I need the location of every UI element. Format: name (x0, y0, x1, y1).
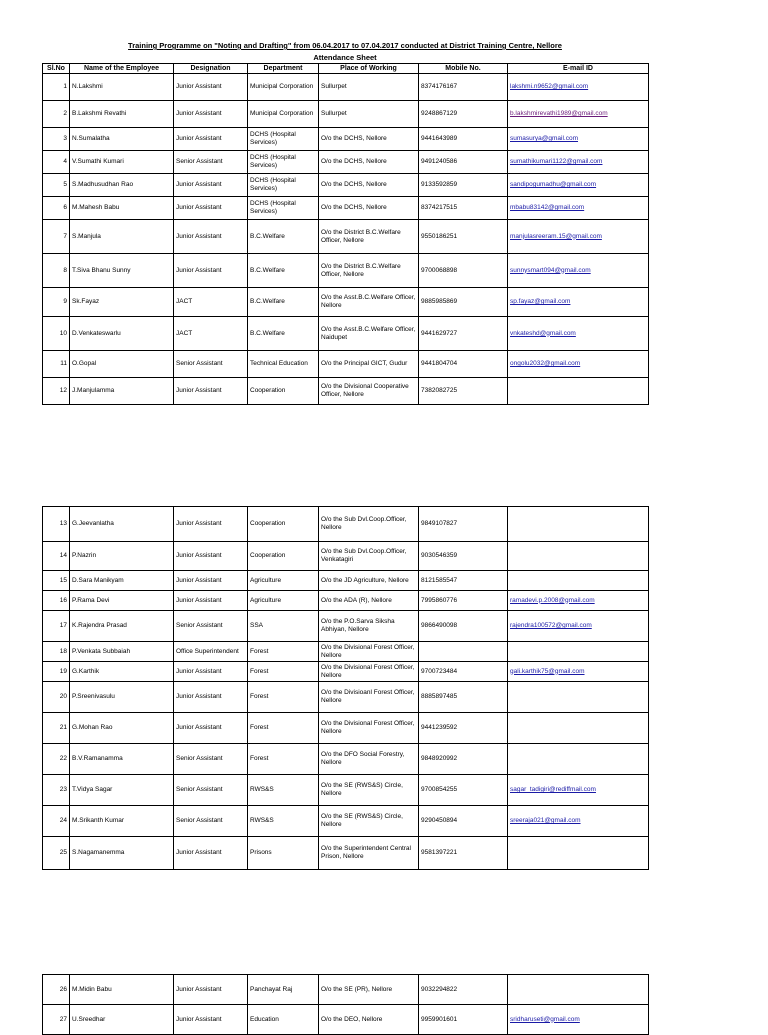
cell-mobile: 7382082725 (419, 378, 508, 405)
cell-slno: 25 (43, 837, 70, 870)
cell-place: Sullurpet (319, 101, 419, 128)
cell-department: Agriculture (248, 571, 319, 591)
cell-place: O/o the DFO Social Forestry, Nellore (319, 744, 419, 775)
header-row (43, 64, 649, 74)
cell-name: V.Sumathi Kumari (70, 151, 174, 174)
cell-email (508, 507, 649, 542)
cell-designation: Junior Assistant (174, 975, 248, 1005)
cell-place: O/o the Sub Dvl.Coop.Officer, Nellore (319, 507, 419, 542)
table-row (43, 682, 649, 713)
cell-name: N.Lakshmi (70, 74, 174, 101)
cell-name: M.Mahesh Babu (70, 197, 174, 220)
cell-department: Panchayat Raj (248, 975, 319, 1005)
cell-department: Cooperation (248, 378, 319, 405)
cell-slno: 17 (43, 611, 70, 642)
cell-department: Municipal Corporation (248, 74, 319, 101)
cell-mobile: 9290450894 (419, 806, 508, 837)
col-header-mobile: Mobile No. (419, 64, 508, 74)
cell-slno: 26 (43, 975, 70, 1005)
cell-designation: Junior Assistant (174, 378, 248, 405)
cell-email[interactable]: rajendra100572@gmail.com (508, 611, 649, 642)
cell-designation: Junior Assistant (174, 837, 248, 870)
cell-slno: 8 (43, 254, 70, 288)
cell-email[interactable]: manjulasreeram.15@gmail.com (508, 220, 649, 254)
cell-designation: JACT (174, 317, 248, 351)
table-row (43, 775, 649, 806)
cell-name: G.Mohan Rao (70, 713, 174, 744)
cell-designation: Senior Assistant (174, 744, 248, 775)
col-header-email: E-mail ID (508, 64, 649, 74)
cell-department: B.C.Welfare (248, 317, 319, 351)
table-row (43, 662, 649, 682)
table-row (43, 713, 649, 744)
cell-designation: Junior Assistant (174, 220, 248, 254)
cell-name: O.Gopal (70, 351, 174, 378)
cell-email[interactable]: lakshmi.n9652@gmail.com (508, 74, 649, 101)
cell-mobile: 8121585547 (419, 571, 508, 591)
cell-email[interactable]: gali.karthik75@gmail.com (508, 662, 649, 682)
cell-slno: 11 (43, 351, 70, 378)
table-row (43, 220, 649, 254)
cell-slno: 7 (43, 220, 70, 254)
col-header-designation: Designation (174, 64, 248, 74)
cell-slno: 24 (43, 806, 70, 837)
cell-department: B.C.Welfare (248, 254, 319, 288)
table-row (43, 975, 649, 1005)
cell-name: T.Vidya Sagar (70, 775, 174, 806)
cell-department: Technical Education (248, 351, 319, 378)
cell-place: O/o the Divisional Forest Officer, Nellore (319, 662, 419, 682)
table-row (43, 542, 649, 571)
cell-slno: 4 (43, 151, 70, 174)
cell-name: S.Madhusudhan Rao (70, 174, 174, 197)
cell-email[interactable]: b.lakshmirevathi1989@gmail.com (508, 101, 649, 128)
cell-place: O/o the JD Agriculture, Nellore (319, 571, 419, 591)
cell-mobile: 9550186251 (419, 220, 508, 254)
cell-slno: 1 (43, 74, 70, 101)
cell-email[interactable]: sandipogumadhu@gmail.com (508, 174, 649, 197)
cell-place: O/o the Sub Dvl.Coop.Officer, Venkatagiri (319, 542, 419, 571)
cell-slno: 16 (43, 591, 70, 611)
cell-designation: Senior Assistant (174, 806, 248, 837)
cell-email[interactable]: mbabu83142@gmail.com (508, 197, 649, 220)
table-row (43, 101, 649, 128)
cell-place: O/o the DCHS, Nellore (319, 128, 419, 151)
cell-place: O/o the SE (RWS&S) Circle, Nellore (319, 775, 419, 806)
cell-place: Sullurpet (319, 74, 419, 101)
table-row (43, 378, 649, 405)
cell-department: Prisons (248, 837, 319, 870)
col-header-slno: Sl.No (43, 64, 70, 74)
cell-place: O/o the P.O.Sarva Siksha Abhiyan, Nellore (319, 611, 419, 642)
table-row (43, 1005, 649, 1035)
cell-email[interactable]: sreeraja021@gmail.com (508, 806, 649, 837)
cell-mobile: 9441629727 (419, 317, 508, 351)
cell-place: O/o the District B.C.Welfare Officer, Nellore (319, 254, 419, 288)
cell-place: O/o the DCHS, Nellore (319, 197, 419, 220)
cell-place: O/o the Divisional Forest Officer, Nellore (319, 713, 419, 744)
cell-department: DCHS (Hospital Services) (248, 128, 319, 151)
col-header-place: Place of Working (319, 64, 419, 74)
table-row (43, 351, 649, 378)
cell-mobile: 9133592859 (419, 174, 508, 197)
cell-department: B.C.Welfare (248, 220, 319, 254)
cell-mobile: 9581397221 (419, 837, 508, 870)
attendance-table-1 (42, 63, 649, 405)
cell-slno: 13 (43, 507, 70, 542)
cell-place: O/o the Superintendent Central Prison, Nellore (319, 837, 419, 870)
table-row (43, 571, 649, 591)
cell-place: O/o the ADA (R), Nellore (319, 591, 419, 611)
cell-designation: Office Superintendent (174, 642, 248, 662)
cell-place: O/o the Asst.B.C.Welfare Officer, Nellore (319, 288, 419, 317)
cell-name: M.Srikanth Kumar (70, 806, 174, 837)
table-row (43, 806, 649, 837)
cell-designation: Junior Assistant (174, 174, 248, 197)
cell-name: S.Nagamanemma (70, 837, 174, 870)
cell-slno: 21 (43, 713, 70, 744)
table-row (43, 254, 649, 288)
cell-email (508, 837, 649, 870)
table-row (43, 507, 649, 542)
table-row (43, 128, 649, 151)
cell-designation: Junior Assistant (174, 101, 248, 128)
table-row (43, 611, 649, 642)
cell-designation: Junior Assistant (174, 571, 248, 591)
cell-name: K.Rajendra Prasad (70, 611, 174, 642)
cell-department: Agriculture (248, 591, 319, 611)
cell-department: Cooperation (248, 507, 319, 542)
cell-mobile: 9885985869 (419, 288, 508, 317)
cell-slno: 18 (43, 642, 70, 662)
cell-email[interactable]: sumasurya@gmail.com (508, 128, 649, 151)
cell-department: Cooperation (248, 542, 319, 571)
cell-slno: 19 (43, 662, 70, 682)
cell-slno: 3 (43, 128, 70, 151)
table-row (43, 744, 649, 775)
cell-mobile: 9848920992 (419, 744, 508, 775)
cell-name: J.Manjulamma (70, 378, 174, 405)
table-row (43, 288, 649, 317)
cell-mobile: 9849107827 (419, 507, 508, 542)
cell-name: G.Jeevanlatha (70, 507, 174, 542)
cell-place: O/o the District B.C.Welfare Officer, Nellore (319, 220, 419, 254)
cell-email[interactable]: vnkateshd@gmail.com (508, 317, 649, 351)
cell-department: SSA (248, 611, 319, 642)
table-row (43, 174, 649, 197)
cell-name: P.Venkata Subbaiah (70, 642, 174, 662)
cell-designation: Junior Assistant (174, 713, 248, 744)
cell-mobile: 9700068898 (419, 254, 508, 288)
cell-name: B.Lakshmi Revathi (70, 101, 174, 128)
table-row (43, 197, 649, 220)
cell-email[interactable]: sagar_tadigiri@rediffmail.com (508, 775, 649, 806)
cell-mobile: 7995860776 (419, 591, 508, 611)
cell-designation: Junior Assistant (174, 254, 248, 288)
cell-name: P.Nazrin (70, 542, 174, 571)
cell-place: O/o the Divisional Forest Officer, Nellore (319, 642, 419, 662)
cell-mobile: 8374217515 (419, 197, 508, 220)
cell-slno: 12 (43, 378, 70, 405)
sheet-title: Training Programme on "Noting and Drafting" from 06.04.2017 to 07.04.2017 conducted at District Training Centre, Nellore (128, 41, 562, 50)
cell-name: Sk.Fayaz (70, 288, 174, 317)
cell-slno: 2 (43, 101, 70, 128)
cell-designation: Senior Assistant (174, 151, 248, 174)
cell-place: O/o the Asst.B.C.Welfare Officer, Naidupet (319, 317, 419, 351)
cell-mobile: 8374176167 (419, 74, 508, 101)
cell-place: O/o the DCHS, Nellore (319, 151, 419, 174)
cell-designation: Senior Assistant (174, 611, 248, 642)
cell-place: O/o the SE (PR), Nellore (319, 975, 419, 1005)
cell-designation: Junior Assistant (174, 1005, 248, 1035)
table-row (43, 591, 649, 611)
cell-slno: 23 (43, 775, 70, 806)
table-row (43, 317, 649, 351)
cell-mobile: 9959901601 (419, 1005, 508, 1035)
cell-slno: 20 (43, 682, 70, 713)
cell-email[interactable]: sumathikumari1122@gmail.com (508, 151, 649, 174)
table-row (43, 74, 649, 101)
cell-name: S.Manjula (70, 220, 174, 254)
cell-name: G.Karthik (70, 662, 174, 682)
cell-mobile: 9491240586 (419, 151, 508, 174)
cell-name: D.Sara Manikyam (70, 571, 174, 591)
cell-department: Municipal Corporation (248, 101, 319, 128)
cell-slno: 5 (43, 174, 70, 197)
cell-name: B.V.Ramanamma (70, 744, 174, 775)
cell-department: DCHS (Hospital Services) (248, 174, 319, 197)
cell-department: B.C.Welfare (248, 288, 319, 317)
cell-slno: 6 (43, 197, 70, 220)
cell-designation: Junior Assistant (174, 682, 248, 713)
cell-slno: 10 (43, 317, 70, 351)
cell-email (508, 744, 649, 775)
cell-designation: JACT (174, 288, 248, 317)
cell-email[interactable]: ongolu2032@gmail.com (508, 351, 649, 378)
cell-email[interactable]: sridharuseti@gmail.com (508, 1005, 649, 1035)
cell-name: M.Midin Babu (70, 975, 174, 1005)
col-header-name: Name of the Employee (70, 64, 174, 74)
cell-name: N.Sumalatha (70, 128, 174, 151)
cell-place: O/o the SE (RWS&S) Circle, Nellore (319, 806, 419, 837)
cell-email[interactable]: ramadevi.p.2008@gmail.com (508, 591, 649, 611)
cell-slno: 27 (43, 1005, 70, 1035)
cell-designation: Junior Assistant (174, 507, 248, 542)
cell-department: DCHS (Hospital Services) (248, 151, 319, 174)
cell-designation: Junior Assistant (174, 662, 248, 682)
cell-place: O/o the Divisioanl Forest Officer, Nellore (319, 682, 419, 713)
cell-slno: 9 (43, 288, 70, 317)
cell-designation: Junior Assistant (174, 197, 248, 220)
cell-slno: 15 (43, 571, 70, 591)
cell-mobile: 9700723484 (419, 662, 508, 682)
cell-email[interactable]: sunnysmart094@gmail.com (508, 254, 649, 288)
cell-name: P.Sreenivasulu (70, 682, 174, 713)
cell-mobile: 9700854255 (419, 775, 508, 806)
cell-mobile: 9441643989 (419, 128, 508, 151)
table-row (43, 837, 649, 870)
cell-department: RWS&S (248, 806, 319, 837)
cell-place: O/o the Principal GICT, Gudur (319, 351, 419, 378)
cell-department: Forest (248, 682, 319, 713)
cell-email (508, 378, 649, 405)
cell-department: Forest (248, 642, 319, 662)
cell-email (508, 975, 649, 1005)
cell-email (508, 571, 649, 591)
cell-name: T.Siva Bhanu Sunny (70, 254, 174, 288)
cell-mobile: 9866490098 (419, 611, 508, 642)
cell-name: P.Rama Devi (70, 591, 174, 611)
cell-designation: Senior Assistant (174, 775, 248, 806)
cell-department: RWS&S (248, 775, 319, 806)
cell-designation: Junior Assistant (174, 128, 248, 151)
cell-place: O/o the DEO, Nellore (319, 1005, 419, 1035)
cell-place: O/o the DCHS, Nellore (319, 174, 419, 197)
cell-email (508, 542, 649, 571)
cell-designation: Junior Assistant (174, 74, 248, 101)
cell-mobile: 9441804704 (419, 351, 508, 378)
cell-email[interactable]: sp.fayaz@gmail.com (508, 288, 649, 317)
sheet-subtitle: Attendance Sheet (313, 53, 377, 62)
cell-department: Forest (248, 713, 319, 744)
col-header-department: Department (248, 64, 319, 74)
cell-mobile: 8885897485 (419, 682, 508, 713)
cell-email (508, 642, 649, 662)
cell-name: D.Venkateswarlu (70, 317, 174, 351)
cell-slno: 14 (43, 542, 70, 571)
attendance-table-3 (42, 974, 649, 1035)
cell-email (508, 682, 649, 713)
cell-email (508, 713, 649, 744)
cell-mobile: 9032294822 (419, 975, 508, 1005)
cell-department: Forest (248, 662, 319, 682)
table-row (43, 642, 649, 662)
cell-mobile: 9248867129 (419, 101, 508, 128)
cell-mobile (419, 642, 508, 662)
cell-department: Education (248, 1005, 319, 1035)
cell-name: U.Sreedhar (70, 1005, 174, 1035)
cell-designation: Junior Assistant (174, 542, 248, 571)
cell-designation: Junior Assistant (174, 591, 248, 611)
cell-slno: 22 (43, 744, 70, 775)
cell-designation: Senior Assistant (174, 351, 248, 378)
cell-department: DCHS (Hospital Services) (248, 197, 319, 220)
cell-department: Forest (248, 744, 319, 775)
table-row (43, 151, 649, 174)
cell-mobile: 9030546359 (419, 542, 508, 571)
attendance-table-2 (42, 506, 649, 870)
cell-mobile: 9441239592 (419, 713, 508, 744)
cell-place: O/o the Divisional Cooperative Officer, Nellore (319, 378, 419, 405)
